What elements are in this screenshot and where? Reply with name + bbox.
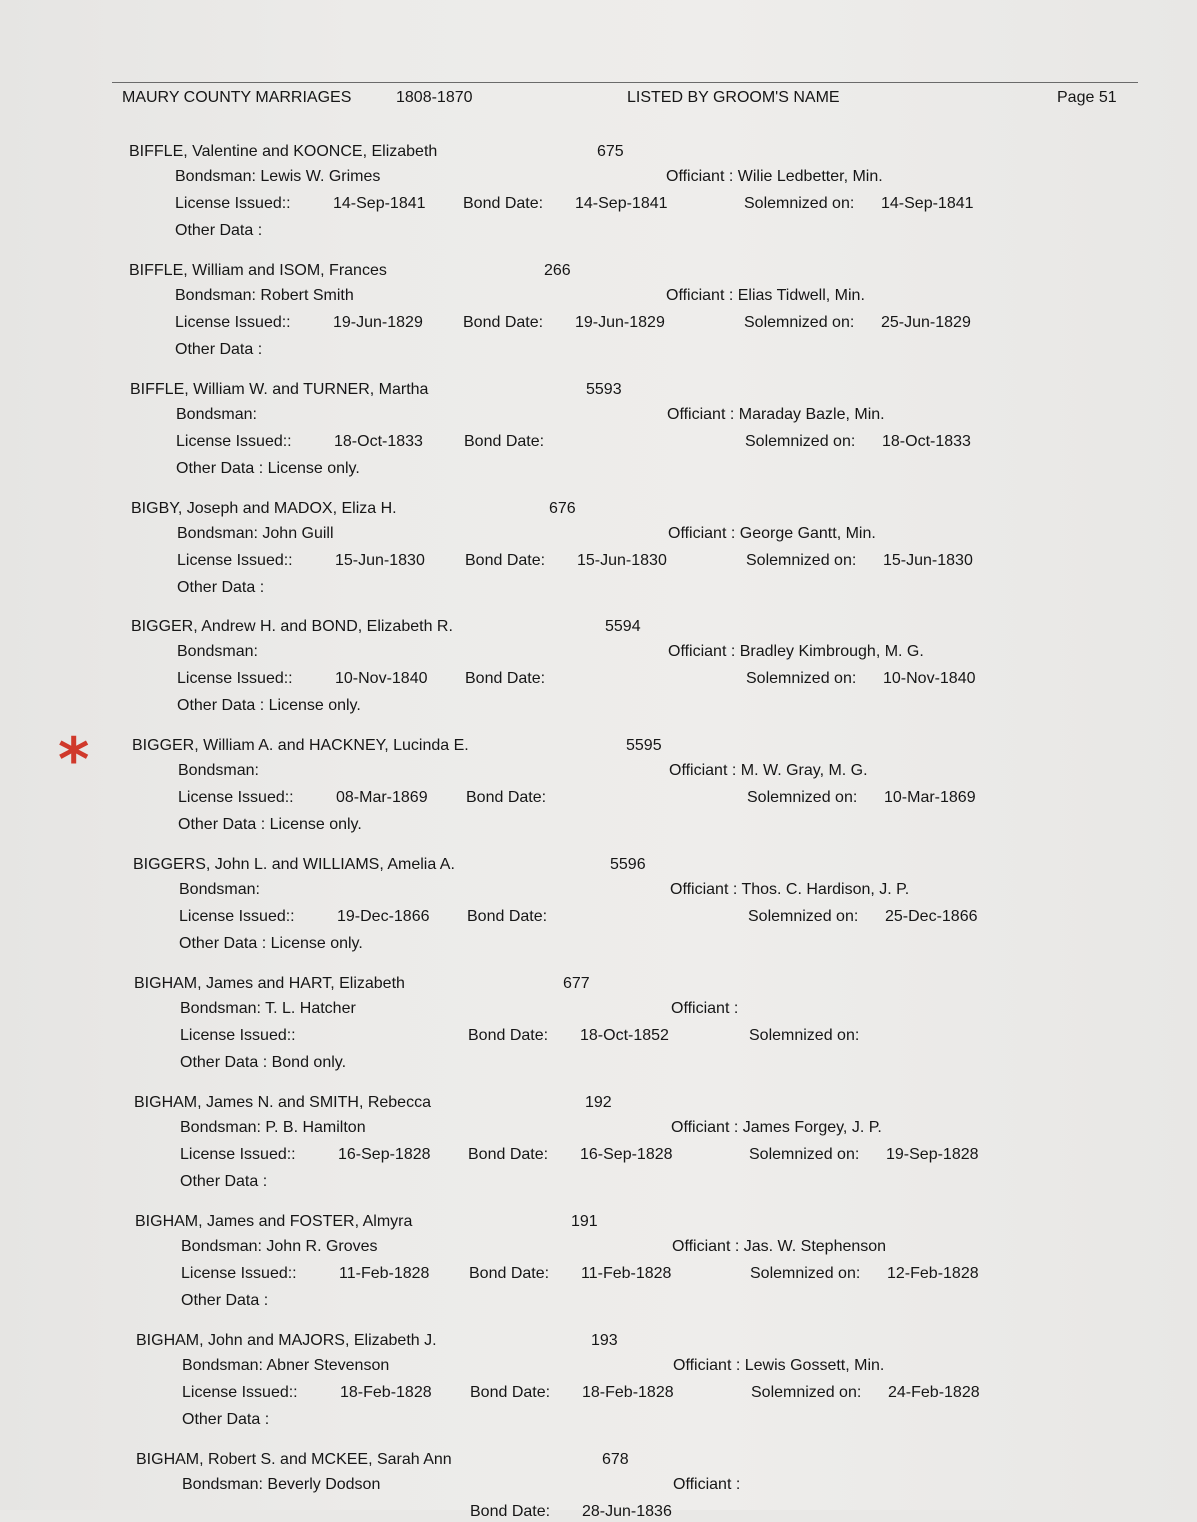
officiant-label: Officiant : bbox=[666, 287, 734, 304]
bondsman-label: Bondsman: bbox=[178, 762, 259, 779]
bondsman-value: John Guill bbox=[262, 525, 334, 542]
bondsman-label: Bondsman: bbox=[177, 643, 258, 660]
solemnized-label: Solemnized on: bbox=[747, 789, 858, 806]
officiant-value: Lewis Gossett, Min. bbox=[744, 1357, 885, 1374]
bond-date-label: Bond Date: bbox=[468, 1146, 549, 1163]
officiant-value: Maraday Bazle, Min. bbox=[738, 406, 885, 423]
bond-date-label: Bond Date: bbox=[468, 1027, 549, 1044]
officiant-line bbox=[669, 761, 868, 781]
entry-number: 5596 bbox=[610, 856, 646, 873]
license-date: 18-Feb-1828 bbox=[340, 1384, 432, 1401]
officiant-line bbox=[671, 999, 738, 1019]
license-label: License Issued:: bbox=[177, 670, 293, 687]
entry-number: 192 bbox=[585, 1094, 612, 1111]
bond-date-label: Bond Date: bbox=[467, 908, 548, 925]
bondsman-label: Bondsman: bbox=[180, 1119, 261, 1136]
bondsman-value: John R. Groves bbox=[266, 1238, 378, 1255]
license-label: License Issued:: bbox=[180, 1146, 296, 1163]
bondsman-label: Bondsman: bbox=[182, 1357, 263, 1374]
bond-date: 18-Feb-1828 bbox=[582, 1384, 674, 1401]
entry-number: 5595 bbox=[626, 737, 662, 754]
solemnized-label: Solemnized on: bbox=[746, 552, 857, 569]
officiant-label: Officiant : bbox=[668, 643, 736, 660]
officiant-line bbox=[673, 1356, 884, 1376]
officiant-value: Wilie Ledbetter, Min. bbox=[737, 168, 883, 185]
bondsman-line bbox=[181, 1237, 378, 1257]
entry-names: BIGHAM, James and FOSTER, Almyra bbox=[135, 1213, 413, 1230]
bond-date-label: Bond Date: bbox=[466, 789, 547, 806]
license-date: 10-Nov-1840 bbox=[335, 670, 428, 687]
other-data-label: Other Data : bbox=[177, 697, 265, 714]
bond-date-label: Bond Date: bbox=[470, 1503, 551, 1520]
other-data-label: Other Data : bbox=[176, 460, 264, 477]
solemnized-label: Solemnized on: bbox=[748, 908, 859, 925]
bond-date-label: Bond Date: bbox=[465, 552, 546, 569]
solemnized-label: Solemnized on: bbox=[749, 1146, 860, 1163]
bondsman-line bbox=[180, 999, 356, 1019]
entry-names: BIGHAM, James and HART, Elizabeth bbox=[134, 975, 405, 992]
solemnized-label: Solemnized on: bbox=[751, 1384, 862, 1401]
officiant-label: Officiant : bbox=[667, 406, 735, 423]
entry-names: BIGHAM, Robert S. and MCKEE, Sarah Ann bbox=[136, 1451, 452, 1468]
other-data-label: Other Data : bbox=[180, 1054, 268, 1071]
bondsman-value: Beverly Dodson bbox=[267, 1476, 381, 1493]
header-listed: LISTED BY GROOM'S NAME bbox=[627, 89, 840, 106]
other-data-label: Other Data : bbox=[179, 935, 267, 952]
entry-names: BIGGERS, John L. and WILLIAMS, Amelia A. bbox=[133, 856, 455, 873]
bond-date: 19-Jun-1829 bbox=[575, 314, 665, 331]
license-date: 14-Sep-1841 bbox=[333, 195, 426, 212]
solemnized-date: 10-Nov-1840 bbox=[883, 670, 976, 687]
bond-date: 28-Jun-1836 bbox=[582, 1503, 672, 1520]
officiant-line bbox=[666, 167, 883, 187]
entry-names: BIFFLE, Valentine and KOONCE, Elizabeth bbox=[129, 143, 438, 160]
other-data-line bbox=[180, 1172, 267, 1192]
bondsman-label: Bondsman: bbox=[176, 406, 257, 423]
officiant-label: Officiant : bbox=[669, 762, 737, 779]
officiant-value: Thos. C. Hardison, J. P. bbox=[741, 881, 910, 898]
other-data-label: Other Data : bbox=[177, 579, 265, 596]
bondsman-label: Bondsman: bbox=[180, 1000, 261, 1017]
other-data-line bbox=[178, 815, 362, 835]
officiant-value: George Gantt, Min. bbox=[739, 525, 876, 542]
bond-date-label: Bond Date: bbox=[464, 433, 545, 450]
officiant-label: Officiant : bbox=[670, 881, 738, 898]
bond-date: 14-Sep-1841 bbox=[575, 195, 668, 212]
officiant-value: M. W. Gray, M. G. bbox=[740, 762, 868, 779]
bondsman-line bbox=[175, 167, 380, 187]
other-data-value: Bond only. bbox=[271, 1054, 347, 1071]
other-data-line bbox=[182, 1410, 269, 1430]
officiant-label: Officiant : bbox=[671, 1000, 739, 1017]
solemnized-date: 15-Jun-1830 bbox=[883, 552, 973, 569]
entry-number: 191 bbox=[571, 1213, 598, 1230]
header-years: 1808-1870 bbox=[396, 89, 473, 106]
bondsman-label: Bondsman: bbox=[179, 881, 260, 898]
officiant-line bbox=[668, 642, 924, 662]
other-data-label: Other Data : bbox=[180, 1173, 268, 1190]
solemnized-label: Solemnized on: bbox=[745, 433, 856, 450]
solemnized-label: Solemnized on: bbox=[749, 1027, 860, 1044]
officiant-value: Jas. W. Stephenson bbox=[743, 1238, 887, 1255]
entry-number: 676 bbox=[549, 500, 576, 517]
solemnized-date: 19-Sep-1828 bbox=[886, 1146, 979, 1163]
bondsman-label: Bondsman: bbox=[182, 1476, 263, 1493]
officiant-label: Officiant : bbox=[668, 525, 736, 542]
other-data-value: License only. bbox=[268, 697, 361, 714]
officiant-line bbox=[672, 1237, 886, 1257]
officiant-line bbox=[667, 405, 885, 425]
officiant-line bbox=[673, 1475, 740, 1495]
solemnized-label: Solemnized on: bbox=[744, 314, 855, 331]
entry-names: BIGHAM, John and MAJORS, Elizabeth J. bbox=[136, 1332, 437, 1349]
bond-date-label: Bond Date: bbox=[463, 314, 544, 331]
asterisk-marker: * bbox=[58, 725, 90, 795]
bond-date: 11-Feb-1828 bbox=[581, 1265, 672, 1282]
bondsman-line bbox=[177, 524, 334, 544]
bondsman-line bbox=[176, 405, 257, 425]
header-title: MAURY COUNTY MARRIAGES bbox=[122, 89, 352, 106]
entry-number: 5593 bbox=[586, 381, 622, 398]
bondsman-line bbox=[182, 1475, 380, 1495]
entry-names: BIGGER, Andrew H. and BOND, Elizabeth R. bbox=[131, 618, 453, 635]
license-label: License Issued:: bbox=[182, 1384, 298, 1401]
other-data-line bbox=[177, 578, 264, 598]
bondsman-value: P. B. Hamilton bbox=[265, 1119, 366, 1136]
officiant-label: Officiant : bbox=[666, 168, 734, 185]
bondsman-value: Lewis W. Grimes bbox=[260, 168, 381, 185]
solemnized-date: 24-Feb-1828 bbox=[888, 1384, 980, 1401]
other-data-label: Other Data : bbox=[175, 341, 263, 358]
solemnized-date: 10-Mar-1869 bbox=[884, 789, 976, 806]
officiant-line bbox=[668, 524, 876, 544]
other-data-line bbox=[181, 1291, 268, 1311]
bondsman-value: Abner Stevenson bbox=[266, 1357, 390, 1374]
license-date: 18-Oct-1833 bbox=[334, 433, 423, 450]
solemnized-label: Solemnized on: bbox=[744, 195, 855, 212]
officiant-line bbox=[671, 1118, 882, 1138]
entry-names: BIGGER, William A. and HACKNEY, Lucinda E. bbox=[132, 737, 469, 754]
officiant-value: Elias Tidwell, Min. bbox=[737, 287, 865, 304]
bondsman-label: Bondsman: bbox=[175, 287, 256, 304]
license-label: License Issued:: bbox=[177, 552, 293, 569]
other-data-label: Other Data : bbox=[182, 1411, 270, 1428]
other-data-label: Other Data : bbox=[175, 222, 263, 239]
bondsman-line bbox=[178, 761, 259, 781]
officiant-label: Officiant : bbox=[672, 1238, 740, 1255]
bondsman-line bbox=[179, 880, 260, 900]
entry-names: BIFFLE, William W. and TURNER, Martha bbox=[130, 381, 429, 398]
other-data-label: Other Data : bbox=[181, 1292, 269, 1309]
bond-date: 16-Sep-1828 bbox=[580, 1146, 673, 1163]
other-data-line bbox=[175, 221, 262, 241]
bondsman-line bbox=[180, 1118, 366, 1138]
license-date: 19-Jun-1829 bbox=[333, 314, 423, 331]
license-label: License Issued:: bbox=[178, 789, 294, 806]
entry-names: BIGBY, Joseph and MADOX, Eliza H. bbox=[131, 500, 397, 517]
bond-date-label: Bond Date: bbox=[463, 195, 544, 212]
license-label: License Issued:: bbox=[175, 195, 291, 212]
other-data-line bbox=[175, 340, 262, 360]
bondsman-label: Bondsman: bbox=[177, 525, 258, 542]
entry-number: 677 bbox=[563, 975, 590, 992]
bond-date-label: Bond Date: bbox=[470, 1384, 551, 1401]
entry-number: 678 bbox=[602, 1451, 629, 1468]
other-data-line bbox=[176, 459, 360, 479]
officiant-line bbox=[666, 286, 865, 306]
other-data-value: License only. bbox=[269, 816, 362, 833]
page-number: Page 51 bbox=[1057, 89, 1117, 106]
officiant-line bbox=[670, 880, 909, 900]
solemnized-date: 14-Sep-1841 bbox=[881, 195, 974, 212]
license-label: License Issued:: bbox=[176, 433, 292, 450]
license-date: 19-Dec-1866 bbox=[337, 908, 430, 925]
solemnized-date: 18-Oct-1833 bbox=[882, 433, 971, 450]
bondsman-label: Bondsman: bbox=[175, 168, 256, 185]
bond-date: 18-Oct-1852 bbox=[580, 1027, 669, 1044]
other-data-value: License only. bbox=[267, 460, 360, 477]
bondsman-line bbox=[175, 286, 354, 306]
other-data-value: License only. bbox=[270, 935, 363, 952]
other-data-line bbox=[177, 696, 361, 716]
bondsman-line bbox=[177, 642, 258, 662]
license-label: License Issued:: bbox=[179, 908, 295, 925]
bondsman-value: T. L. Hatcher bbox=[265, 1000, 356, 1017]
solemnized-date: 12-Feb-1828 bbox=[887, 1265, 979, 1282]
solemnized-label: Solemnized on: bbox=[746, 670, 857, 687]
license-label: License Issued:: bbox=[181, 1265, 297, 1282]
bond-date: 15-Jun-1830 bbox=[577, 552, 667, 569]
bond-date-label: Bond Date: bbox=[465, 670, 546, 687]
license-label: License Issued:: bbox=[180, 1027, 296, 1044]
officiant-label: Officiant : bbox=[673, 1476, 741, 1493]
officiant-value: Bradley Kimbrough, M. G. bbox=[739, 643, 924, 660]
entry-number: 193 bbox=[591, 1332, 618, 1349]
bond-date-label: Bond Date: bbox=[469, 1265, 550, 1282]
license-label: License Issued:: bbox=[175, 314, 291, 331]
license-date: 16-Sep-1828 bbox=[338, 1146, 431, 1163]
entry-names: BIFFLE, William and ISOM, Frances bbox=[129, 262, 387, 279]
solemnized-label: Solemnized on: bbox=[750, 1265, 861, 1282]
bondsman-label: Bondsman: bbox=[181, 1238, 262, 1255]
entry-number: 5594 bbox=[605, 618, 641, 635]
entry-number: 266 bbox=[544, 262, 571, 279]
other-data-label: Other Data : bbox=[178, 816, 266, 833]
other-data-line bbox=[179, 934, 363, 954]
license-date: 15-Jun-1830 bbox=[335, 552, 425, 569]
bondsman-line bbox=[182, 1356, 389, 1376]
officiant-label: Officiant : bbox=[673, 1357, 741, 1374]
license-date: 08-Mar-1869 bbox=[336, 789, 428, 806]
other-data-line bbox=[180, 1053, 346, 1073]
solemnized-date: 25-Dec-1866 bbox=[885, 908, 978, 925]
bondsman-value: Robert Smith bbox=[260, 287, 354, 304]
officiant-label: Officiant : bbox=[671, 1119, 739, 1136]
entry-number: 675 bbox=[597, 143, 624, 160]
officiant-value: James Forgey, J. P. bbox=[742, 1119, 882, 1136]
entry-names: BIGHAM, James N. and SMITH, Rebecca bbox=[134, 1094, 431, 1111]
header-rule bbox=[112, 82, 1138, 83]
license-date: 11-Feb-1828 bbox=[339, 1265, 430, 1282]
solemnized-date: 25-Jun-1829 bbox=[881, 314, 971, 331]
